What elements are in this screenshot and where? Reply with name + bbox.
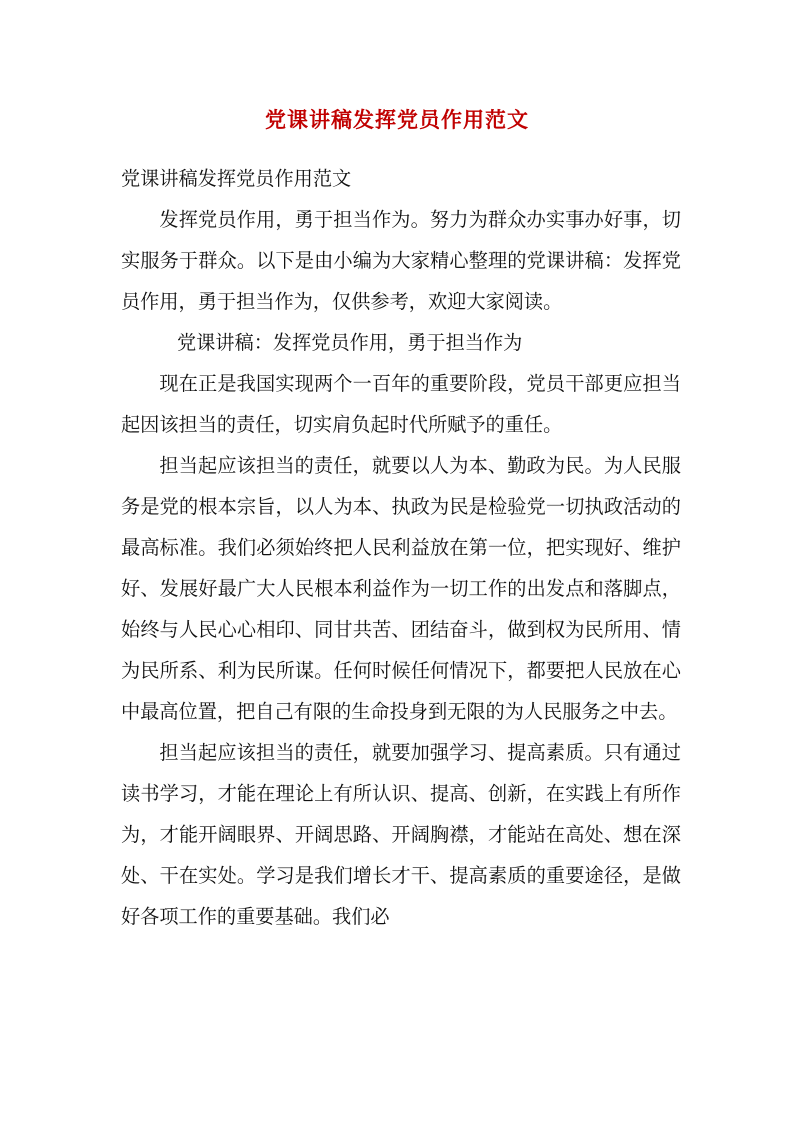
document-subtitle: 党课讲稿发挥党员作用范文 [121, 167, 352, 190]
body-paragraph-3: 担当起应该担当的责任，就要加强学习、提高素质。只有通过读书学习，才能在理论上有所认识、提高、创新，在实践上有所作为，才能开阔眼界、开阔思路、开阔胸襟，才能站在高处、想在深处、干在实处。学习是我们增长才干、提高素质的重要途径，是做好各项工作的重要基础。我们必 [121, 741, 681, 928]
intro-paragraph: 发挥党员作用，勇于担当作为。努力为群众办实事办好事，切实服务于群众。以下是由小编为大家精心整理的党课讲稿：发挥党员作用，勇于担当作为，仅供参考，欢迎大家阅读。 [121, 208, 681, 313]
document-body [121, 158, 681, 937]
section-heading: 党课讲稿：发挥党员作用，勇于担当作为 [177, 331, 523, 354]
body-paragraph-1: 现在正是我国实现两个一百年的重要阶段，党员干部更应担当起因该担当的责任，切实肩负起时代所赋予的重任。 [121, 372, 681, 436]
document-title: 党课讲稿发挥党员作用范文 [265, 107, 529, 132]
body-paragraph-2: 担当起应该担当的责任，就要以人为本、勤政为民。为人民服务是党的根本宗旨，以人为本、执政为民是检验党一切执政活动的最高标准。我们必须始终把人民利益放在第一位，把实现好、维护好、发展好最广大人民根本利益作为一切工作的出发点和落脚点，始终与人民心心相印、同甘共苦、团结奋斗，做到权为民所用、情为民所系、利为民所谋。任何时候任何情况下，都要把人民放在心中最高位置，把自己有限的生命投身到无限的为人民服务之中去。 [121, 454, 681, 723]
